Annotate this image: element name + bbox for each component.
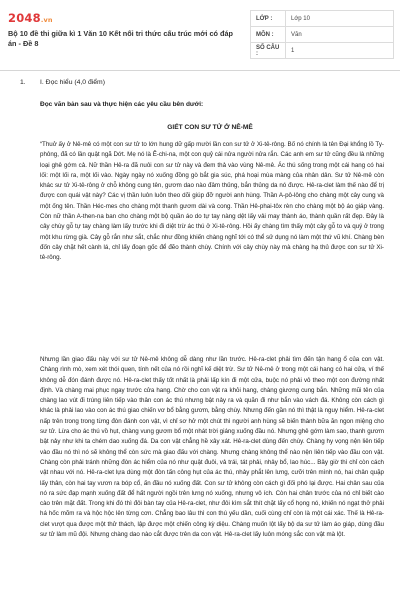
meta-label: MÔN :: [251, 27, 286, 43]
meta-value: Lớp 10: [286, 11, 394, 27]
meta-label: LỚP :: [251, 11, 286, 27]
meta-row-count: [251, 43, 394, 59]
exam-meta-table: [250, 10, 394, 59]
logo-suffix: .vn: [40, 16, 53, 24]
logo-text: 2048: [8, 11, 41, 25]
story-paragraph: Nhưng lần giao đấu này với sư tử Nê-mê không dễ dàng như lần trước. Hê-ra-clet phải tìm đến tận hang ổ của con vật. Chàng rình mò, xem xét thói quen, tính nết của nó rồi nghĩ kế diệt trừ. Sư tử Nê-mê ở trong một cái hang có hai cửa, ví thế không dễ đón đánh được nó. Hê-ra-clet thấy tốt nhất là phải lấp kín đi một cửa, buộc nó phải vô theo một con đường nhất định. Và chàng mai phục ngay trước cửa hang. Chờ cho con vật ra khỏi hang, chàng giương cung bắn. Những mũi tên của chàng lao vút đi trúng liên tiếp vào thân con ác thú nhưng bật nảy ra và quăn đi như bắn vào vách đá. Không còn cách gì khác là phải lao vào con ác thú giao chiến vơ bổ bằng gươm, bằng chùy. Nhưng đến gần nó thì thật là nguy hiểm. Hê-ra-clet nấp trên trong trong từng đòn đánh con vật, vì chỉ sơ hở một chút thì người anh hùng sẽ biến thành bữa ăn ngon miệng cho sư tử. Lừa cho ác thú vồ hụt, chàng vung gươm bổ một nhát trời giáng xuống đầu nó. Nhưng ghê gớm làm sao, thanh gươm bật nảy như khi ta chém dao xuống đá. Da con vật chẳng hề xây xát. Hê-ra-clet dùng đến chùy. Chàng hy vọng nện liên tiếp vào đầu nó thì nó sẽ không thể còn sức mà giao đấu với chàng. Nhưng chàng không thể nào nện liên tiếp vào đầu con vật. Chàng còn phải tránh những đòn ác hiểm của nó như quật đuôi, vả trái, tát phải, nhảy bổ, lao húc... Bây giờ thì chỉ còn cách vật nhau với nó. Hê-ra-clet lựa dùng một đòn tấn công hụt của ác thú, nhảy phắt lên lưng, cưỡi trên mình nó, hai chân quặp lấy thân, còn hai tay vươn ra bóp cổ, ấn đầu nó xuống đất. Con sư tử không còn cách gì đối phó lại được. Hai chân sau của nó ra sức đạp mạnh xuống đất để hất người ngồi trên lưng nó xuống, nhưng vô ích. Còn hai chân trước của nó chỉ biết cào cào trên mặt đất. Trong khi đó thì đôi bàn tay của Hê-ra-clet, như đôi kìm sắt thít chặt lấy cổ họng nó, khiến nó ngạt thở phải há hốc mõm ra và hộc hộc lên từng cơn. Chẳng bao lâu thì con thú yếu dần, cuối cùng chỉ còn là một cái xác. Thế là Hê-ra-clet vượt qua được một thử thách, lập được một chiến công kỳ diệu. Chàng muốn lột lấy bộ da sư tử làm áo giáp, dùng đầu sư tử làm mũ đội. Nhưng chàng dao nào cắt được trên da con vật. Hê-ra-clet lấy luôn móng sắc con vật mà lột.: [40, 356, 384, 539]
story-paragraph: “Thuở ấy ở Nê-mê có một con sư tử to lớn hung dữ gấp mười lần con sư tử ở Xi-tê-rông. Bố nó chính là tên Đại khổng lồ Ty-phông, đã có lần quật ngã Dớt. Mẹ nó là Ê-chi-na, một con quỷ cái nửa người nửa rắn. Các anh em sư tử cũng đều là những loại ghê gớm cả. Nữ thần Hê-ra đã nuôi con sư tử này và đem thả vào vùng Nê-mê. Ác thú sống trong một cái hang có hai lối: một lối ra, một lối vào. Ngày ngày nó xuống đồng gò bắt gia súc, phá hoại mùa màng của nhân dân. Sư tử Nê-mê còn khác sư tử Xi-tê-rông ở chỗ không cung tên, gươm dao nào đâm thủng, bắn thủng da nó được. Hê-ra-clet làm thế nào để trị được con quái vật này? Các vị thần luôn luôn theo dõi giúp đỡ người anh hùng. Thần A-pô-lông cho chàng một cây cung và một ống tên. Thần Héc-mes cho chàng một thanh gươm dài và cong. Thần Hê-phai-tôx rèn cho chàng một bộ áo giáp vàng. Còn nữ thần A-then-na ban cho chàng một bộ quần áo do tự tay nàng dệt lấy vải may thành áo, thành quần rất đẹp. Đây là cây chùy gỗ tự tay chàng làm lấy trước khi đi diệt trừ ác thú ở Xi-tê-rông. Hồi ấy chàng tìm thấy một cây gỗ to và quý ở trong một khu rừng già. Cây gỗ rắn như sắt, chắc như đồng khiến chàng nghĩ tới có thể sử dụng nó làm một thứ vũ khí. Chàng bèn đốn cây chặt hết cành lá, chỉ lấy đoạn gốc để đẽo thành chùy. Chính với cây chùy này mà chàng hạ thủ được con sư tử Xi-tê-rông.: [40, 141, 384, 262]
question-number: 1.: [20, 79, 26, 86]
page-header: [0, 0, 400, 71]
question-instruction: Đọc văn bản sau và thực hiện các yêu cầu bên dưới:: [40, 101, 204, 108]
meta-value: Văn: [286, 27, 394, 43]
meta-value: 1: [286, 43, 394, 59]
meta-row-subject: [251, 27, 394, 43]
site-logo[interactable]: [8, 11, 53, 25]
meta-row-class: [251, 11, 394, 27]
exam-title: Bộ 10 đề thi giữa kì 1 Văn 10 Kết nối tri thức cấu trúc mới có đáp án - Đề 8: [8, 29, 233, 48]
section-title: I. Đọc hiểu (4,0 điểm): [40, 79, 105, 86]
story-title: GIẾT CON SƯ TỬ Ở NÊ-MÊ: [167, 124, 253, 131]
meta-label: SỐ CÂU :: [251, 43, 286, 59]
